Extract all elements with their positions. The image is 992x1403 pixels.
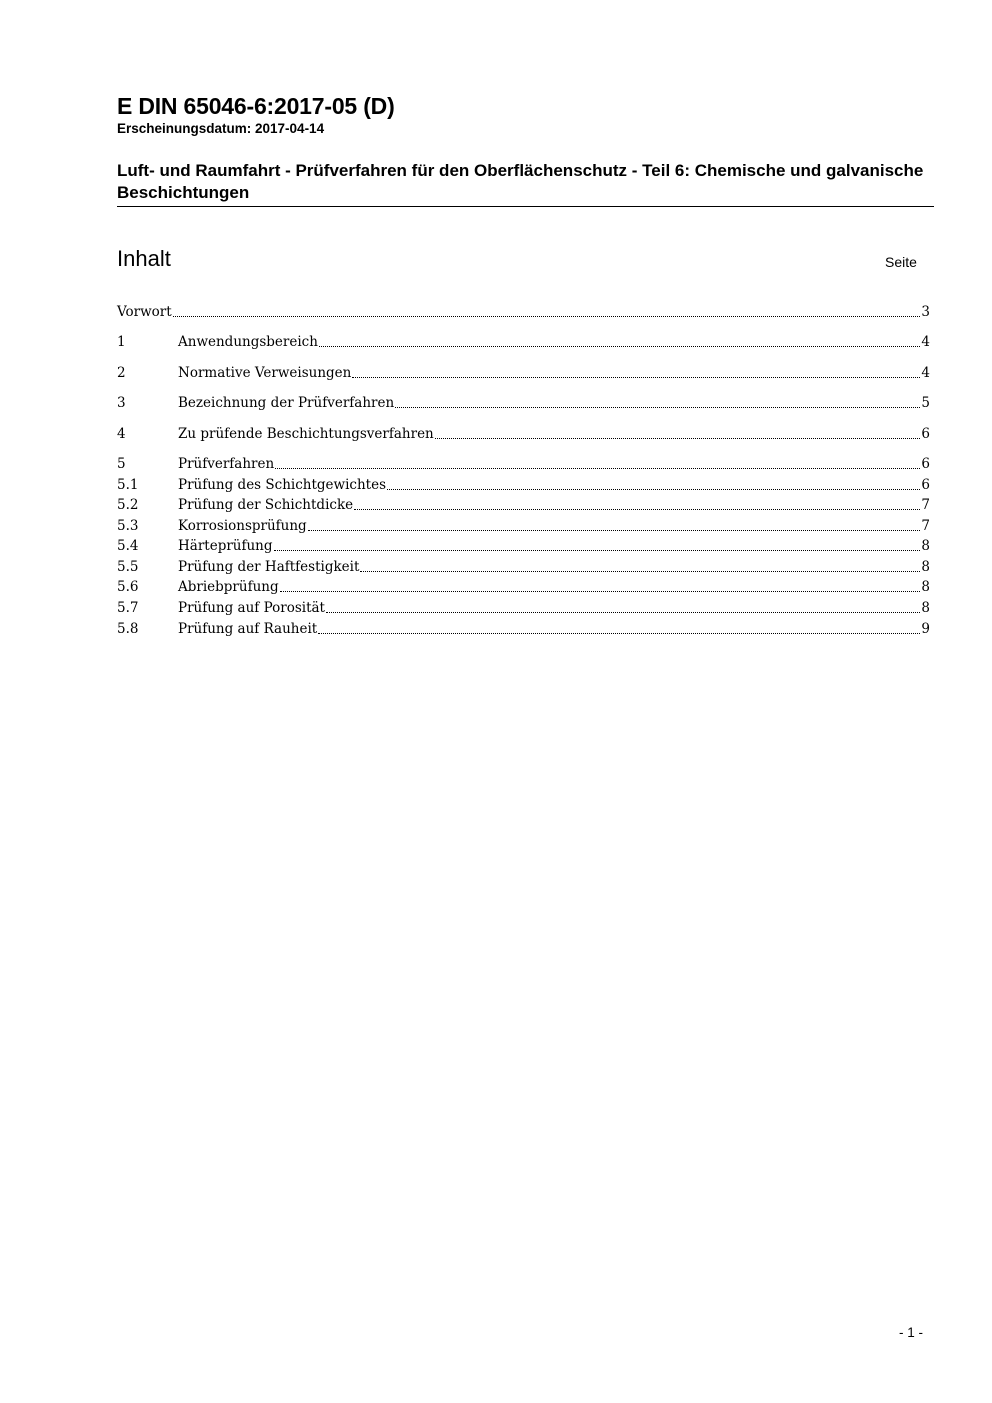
header-divider [117,206,934,207]
footer-page-number: - 1 - [899,1325,924,1340]
toc-entry[interactable] [117,557,930,577]
toc-entry-number: 5.2 [117,497,139,513]
toc-dot-leader [280,591,921,592]
toc-dot-leader [274,550,921,551]
toc-entry-page: 3 [921,304,930,320]
toc-dot-leader [308,530,921,531]
toc-dot-leader [318,633,920,634]
toc-entry-page: 5 [921,395,930,411]
toc-entry-number: 5.1 [117,477,139,493]
toc-entry[interactable] [117,363,930,383]
toc-entry[interactable] [117,516,930,536]
toc-dot-leader [360,571,920,572]
toc-entry-page: 8 [921,579,930,595]
toc-entry-page: 6 [921,426,930,442]
toc-entry-title: Prüfung des Schichtgewichtes [178,477,387,493]
toc-entry-page: 8 [921,600,930,616]
toc-entry[interactable] [117,332,930,352]
toc-entry[interactable] [117,598,930,618]
toc-entry[interactable] [117,536,930,556]
toc-dot-leader [275,468,920,469]
toc-entry-number: 2 [117,365,126,381]
toc-entry[interactable] [117,454,930,474]
toc-entry-title: Abriebprüfung [178,579,279,595]
publication-date: Erscheinungsdatum: 2017-04-14 [117,121,325,136]
toc-entry-title: Prüfung auf Porosität [178,600,325,616]
toc-entry-title: Prüfung auf Rauheit [178,621,318,637]
toc-entry-page: 9 [921,621,930,637]
toc-entry[interactable] [117,495,930,515]
toc-entry[interactable] [117,393,930,413]
toc-entry-title: Korrosionsprüfung [178,518,307,534]
toc-dot-leader [319,346,920,347]
toc-entry-number: 5 [117,456,126,472]
toc-dot-leader [354,509,920,510]
toc-entry-title: Prüfverfahren [178,456,275,472]
toc-dot-leader [435,438,921,439]
toc-entry[interactable] [117,577,930,597]
toc-heading: Inhalt [117,246,171,271]
toc-dot-leader [326,612,920,613]
toc-entry-page: 7 [921,497,930,513]
toc-entry-foreword[interactable] [117,302,930,322]
toc-dot-leader [352,377,920,378]
toc-entry-page: 8 [921,538,930,554]
toc-entry-number: 5.4 [117,538,139,554]
toc-entry-number: 5.3 [117,518,139,534]
toc-entry-title: Anwendungsbereich [178,334,318,350]
toc-entry[interactable] [117,619,930,639]
toc-entry-page: 7 [921,518,930,534]
toc-page-column-label: Seite [885,254,917,270]
document-title: Luft- und Raumfahrt - Prüfverfahren für den Oberflächenschutz - Teil 6: Chemische und galvanische Beschichtungen [117,161,924,202]
toc-entry-number: 5.8 [117,621,139,637]
toc-entry-number: 5.7 [117,600,139,616]
toc-entry-title: Bezeichnung der Prüfverfahren [178,395,395,411]
toc-dot-leader [395,407,920,408]
toc-entry-title: Vorwort [117,304,172,320]
toc-dot-leader [387,489,920,490]
toc-entry-number: 5.5 [117,559,139,575]
toc-entry-page: 6 [921,477,930,493]
toc-entry-number: 1 [117,334,126,350]
toc-entry-title: Prüfung der Schichtdicke [178,497,354,513]
toc-entry-number: 3 [117,395,126,411]
toc-entry-title: Prüfung der Haftfestigkeit [178,559,360,575]
toc-entry-title: Zu prüfende Beschichtungsverfahren [178,426,434,442]
toc-entry-number: 4 [117,426,126,442]
toc-dot-leader [173,316,921,317]
toc-entry-page: 8 [921,559,930,575]
toc-entry-page: 4 [921,334,930,350]
toc-entry-page: 4 [921,365,930,381]
toc-entry[interactable] [117,424,930,444]
document-id: E DIN 65046-6:2017-05 (D) [117,93,395,119]
toc-entry-page: 6 [921,456,930,472]
toc-entry-title: Härteprüfung [178,538,273,554]
toc-entry-number: 5.6 [117,579,139,595]
toc-entry-title: Normative Verweisungen [178,365,352,381]
toc-entry[interactable] [117,475,930,495]
